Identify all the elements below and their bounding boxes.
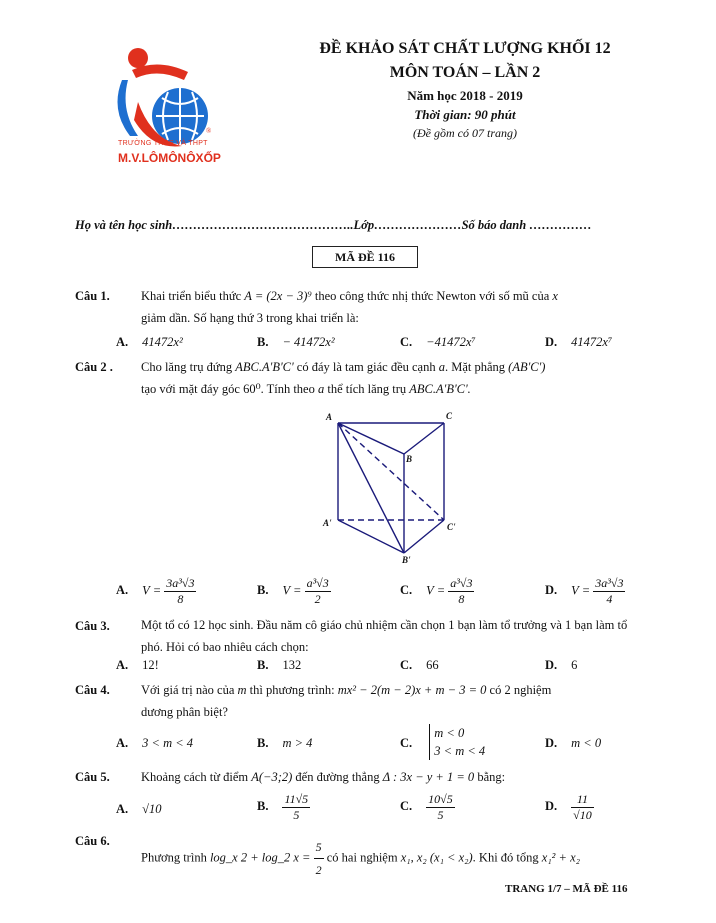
q1-option-c[interactable]: C. −41472x⁷ [400, 335, 476, 349]
q3-option-b[interactable]: B. 132 [257, 658, 302, 672]
logo-blue-arc [118, 80, 139, 136]
q1-option-b[interactable]: B. − 41472x² [257, 335, 335, 349]
q1-text: Khai triển biểu thức A = (2x − 3)⁹ theo công thức nhị thức Newton với số mũ của x giảm dần. Số hạng thứ 3 trong khai triển là: [141, 289, 558, 325]
q2-option-a[interactable]: A. V = $\frac{\text{3a³√3}}{8}$ [116, 576, 195, 606]
exam-time: Thời gian: 90 phút [414, 107, 516, 122]
q5-label: Câu 5. [75, 770, 110, 784]
hidden-line-AC1 [338, 423, 444, 520]
q4-text: Với giá trị nào của m thì phương trình: mx² − 2(m − 2)x + m − 3 = 0 có 2 nghiệm dương phân biệt? [141, 683, 552, 719]
q1-option-a[interactable]: A. 41472x² [116, 335, 183, 349]
registered-mark: ® [206, 127, 212, 135]
page-count: (Đề gồm có 07 trang) [413, 126, 517, 140]
student-info-line: Họ và tên học sinh……………………………………..Lớp…………………Số báo danh …………… [75, 218, 592, 232]
q2-option-d[interactable]: D. V = $\frac{\text{3a³√3}}{4}$ [545, 576, 624, 606]
q3-label: Câu 3. [75, 619, 110, 633]
q1-option-d[interactable]: D. 41472x⁷ [545, 335, 613, 349]
q5-option-d[interactable]: D. $\frac{11}{√10}$ [545, 792, 592, 822]
label-B1: B' [402, 555, 411, 565]
q2-text: Cho lăng trụ đứng ABC.A'B'C' có đáy là tam giác đều cạnh a. Mặt phẳng (AB'C') tạo với mặt đáy góc 60⁰. Tính theo a thể tích lăng trụ ABC.A'B'C'. [141, 360, 546, 396]
edge-B1C1 [404, 520, 444, 553]
school-line1: TRƯỜNG THCS VÀ THPT [118, 140, 208, 147]
label-B: B [406, 454, 413, 464]
edge-AB [338, 423, 404, 454]
q2-option-b[interactable]: B. V = $\frac{\text{a³√3}}{2}$ [257, 576, 329, 606]
q5-option-a[interactable]: A. √10 [116, 802, 162, 816]
edge-A1B1 [338, 520, 404, 553]
q6-label: Câu 6. [75, 834, 110, 848]
q3-option-c[interactable]: C. 66 [400, 658, 439, 672]
subject-title: MÔN TOÁN – LẦN 2 [389, 64, 541, 81]
q3-option-a[interactable]: A. 12! [116, 658, 159, 672]
q4-option-c-system: m < 0 3 < m < 4 [429, 724, 485, 760]
q4-option-c[interactable]: C. m < 0 3 < m < 4 [400, 726, 486, 758]
edge-BC [404, 423, 444, 454]
q6-text: Phương trình log_x 2 + log_2 x = $\frac{5}{2}$ có hai nghiệm x₁, x₂ (x₁ < x₂). Khi đó tổng x₁² + x₂ [141, 836, 651, 881]
label-C1: C' [447, 522, 456, 532]
line-AB1 [338, 423, 404, 553]
exam-code-box: MÃ ĐỀ 116 [312, 246, 418, 268]
q4-option-d[interactable]: D. m < 0 [545, 736, 602, 750]
q5-option-c[interactable]: C. $\frac{10√5}{5}$ [400, 792, 453, 822]
q4-label: Câu 4. [75, 683, 110, 697]
q4-option-b[interactable]: B. m > 4 [257, 736, 313, 750]
label-C: C [446, 411, 453, 421]
q3-option-d[interactable]: D. 6 [545, 658, 578, 672]
label-A: A [326, 412, 333, 422]
q4-option-a[interactable]: A. 3 < m < 4 [116, 736, 194, 750]
q2-option-c[interactable]: C. V = $\frac{\text{a³√3}}{8}$ [400, 576, 473, 606]
q5-text: Khoảng cách từ điểm A(−3;2) đến đường thẳng Δ : 3x − y + 1 = 0 bằng: [141, 770, 506, 784]
school-name: M.V.LÔMÔNÔXỐP [118, 151, 221, 165]
prism-figure [320, 408, 470, 568]
q2-label: Câu 2 . [75, 360, 113, 374]
logo-red-dot [128, 48, 148, 68]
label-A1: A' [323, 518, 332, 528]
exam-title: ĐỀ KHẢO SÁT CHẤT LƯỢNG KHỐI 12 [319, 40, 611, 57]
q3-text: Một tổ có 12 học sinh. Đầu năm cô giáo chủ nhiệm cần chọn 1 bạn làm tổ trưởng và 1 bạn làm tổ phó. Hỏi có bao nhiêu cách chọn: [141, 618, 628, 654]
page-footer: TRANG 1/7 – MÃ ĐỀ 116 [505, 883, 628, 895]
q1-label: Câu 1. [75, 289, 110, 303]
q5-option-b[interactable]: B. $\frac{11√5}{5}$ [257, 792, 309, 822]
school-year: Năm học 2018 - 2019 [407, 88, 523, 103]
